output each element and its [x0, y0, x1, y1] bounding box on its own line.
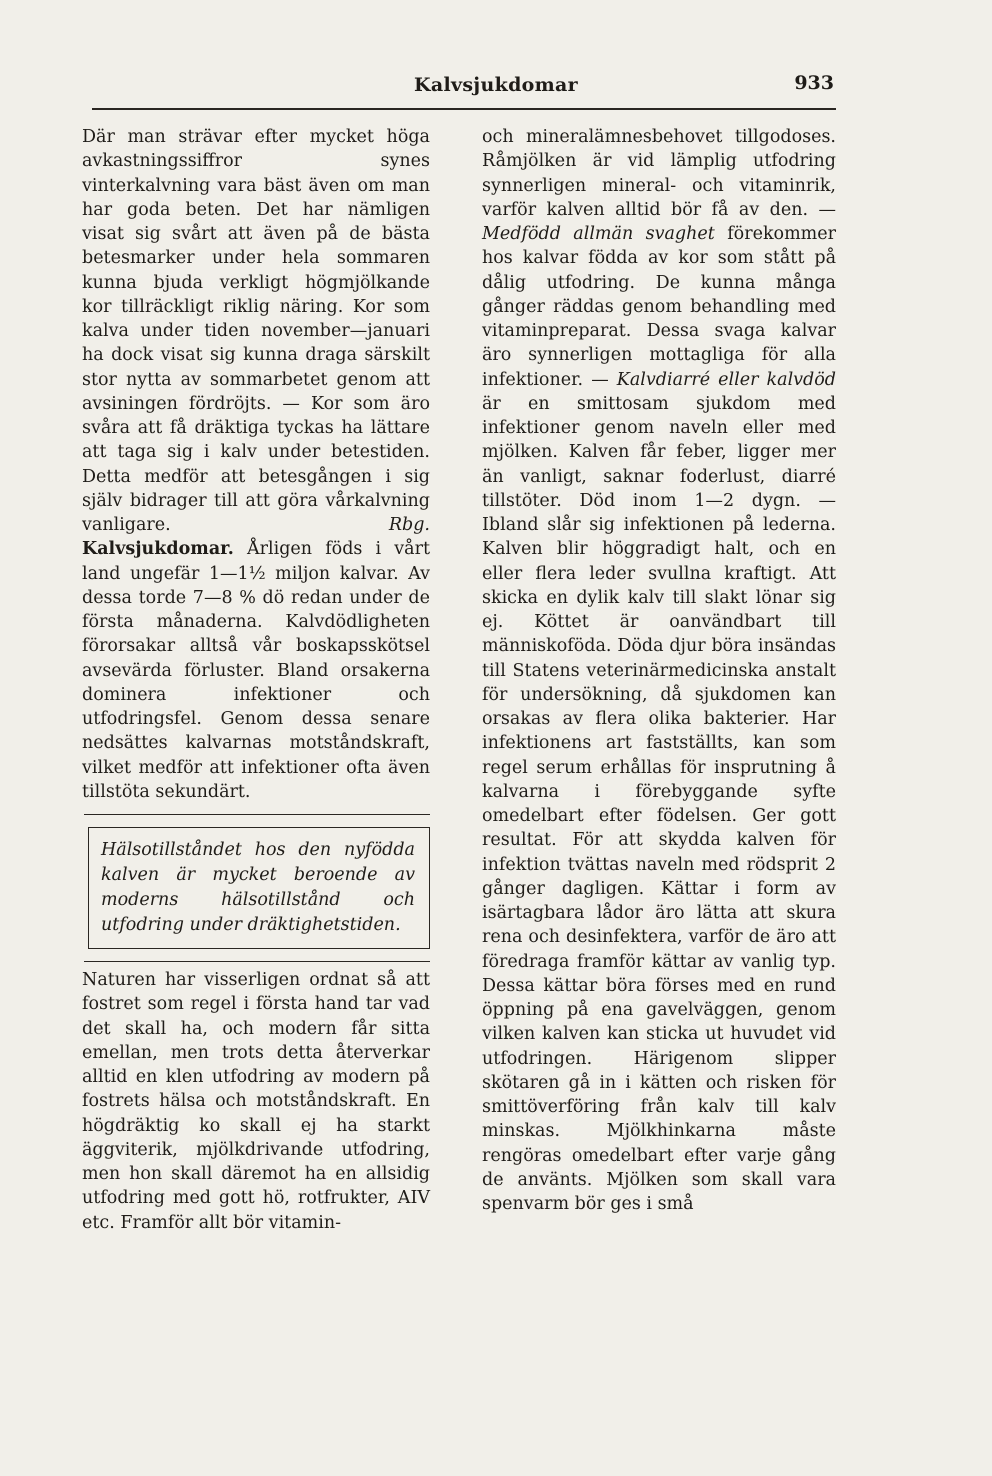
- page-number: 933: [794, 72, 834, 94]
- note-top-rule: [84, 814, 430, 815]
- left-column: [82, 125, 430, 1235]
- paragraph-continuation: [482, 125, 836, 1216]
- paragraph-text: Där man strävar efter mycket höga avkastningssiffror synes vinterkalvning vara bäst även om man har goda beten. Det har nämligen visat sig svårt att även på de bästa betesmarker under hela sommaren kunna bjuda verkligt högmjölkande kor tillräckligt riklig näring. Kor som kalva under tiden november—januari ha dock visat sig kunna draga särskilt stor nytta av sommarbetet genom att avsiningen fördröjts. — Kor som äro svåra att få dräktiga tyckas ha lättare att taga sig i kalv under betestiden. Detta medför att betesgången i sig själv bidrager till att göra vårkalvning vanligare.: [82, 127, 430, 535]
- entry-kalvsjukdomar: [82, 537, 430, 804]
- highlight-note-box: Hälsotillståndet hos den nyfödda kalven är mycket beroende av moderns hälsotillstånd och utfodring under dräktighetstiden.: [88, 827, 430, 949]
- author-signature: Rbg.: [388, 515, 430, 535]
- text-segment-2: förekommer hos kalvar födda av kor som stått på dålig utfodring. De kunna många gånger räddas genom behandling med vitaminpreparat. Dessa svaga kalvar äro synnerligen mottagliga för alla infektioner. —: [482, 224, 836, 390]
- paragraph-naturen: Naturen har visserligen ordnat så att fostret som regel i första hand tar vad det skall ha, och modern får sitta emellan, men trots detta återverkar alltid en klen utfodring av modern på fostrets hälsa och motståndskraft. En högdräktig ko skall ej ha starkt äggviterik, mjölkdrivande utfodring, men hon skall däremot ha en allsidig utfodring med gott hö, rotfrukter, AIV etc. Framför allt bör vitamin-: [82, 970, 430, 1233]
- right-column: [482, 125, 836, 1216]
- paragraph-vinterkalvning: [82, 125, 430, 537]
- page-header-title: Kalvsjukdomar: [414, 74, 578, 96]
- term-kalvdiarre: Kalvdiarré eller kalvdöd: [616, 369, 836, 390]
- text-segment-3: är en smittosam sjukdom med infektioner genom naveln eller med mjölken. Kalven får feber, ligger mer än vanligt, saknar foderlust, diarré tillstöter. Död inom 1—2 dygn. — Ibland slår sig infektionen på lederna. Kalven blir höggradigt halt, och en eller flera leder svullna kraftigt. Att skicka en dylik kalv till slakt lönar sig ej. Köttet är oanvändbart till människoföda. Döda djur böra insändas till Statens veterinärmedicinska anstalt för undersökning, då sjukdomen kan orsakas av flera olika bakterier. Har infektionens art fastställts, kan som regel serum erhållas för insprutning å kalvarna i förebyggande syfte omedelbart efter födelsen. Ger gott resultat. För att skydda kalven för infektion tvättas naveln med rödsprit 2 gånger dagligen. Kättar i form av isärtagbara lådor äro lätta att skura rena och desinfektera, varför de äro att föredraga framför kättar av vanlig typ. Dessa kättar böra förses med en rund öppning på ena gavelväggen, genom vilken kalven kan sticka ut huvudet vid utfodringen. Härigenom slipper skötaren gå in i kätten och risken för smittöverföring från kalv till kalv minskas. Mjölkhinkarna måste rengöras omedelbart efter varje gång de använts. Mjölken som skall vara spenvarm bör ges i små: [482, 393, 836, 1214]
- entry-heading: Kalvsjukdomar.: [82, 539, 234, 560]
- term-medfodd-svaghet: Medfödd allmän svaghet: [482, 224, 715, 244]
- text-segment-1: och mineralämnesbehovet tillgodoses. Råmjölken är vid lämplig utfodring synnerligen mineral- och vitaminrik, varför kalven alltid bör få av den. —: [482, 127, 836, 220]
- header-rule: [92, 108, 836, 110]
- entry-text: Årligen föds i vårt land ungefär 1—1½ miljon kalvar. Av dessa torde 7—8 % dö redan under de första månaderna. Kalvdödligheten förorsakar alltså vår boskapsskötsel avsevärda förluster. Bland orsakerna dominera infektioner och utfodringsfel. Genom dessa senare nedsättes kalvarnas motståndskraft, vilket medför att infektioner ofta även tillstöta sekundärt.: [82, 539, 430, 802]
- note-bottom-rule: [84, 961, 430, 962]
